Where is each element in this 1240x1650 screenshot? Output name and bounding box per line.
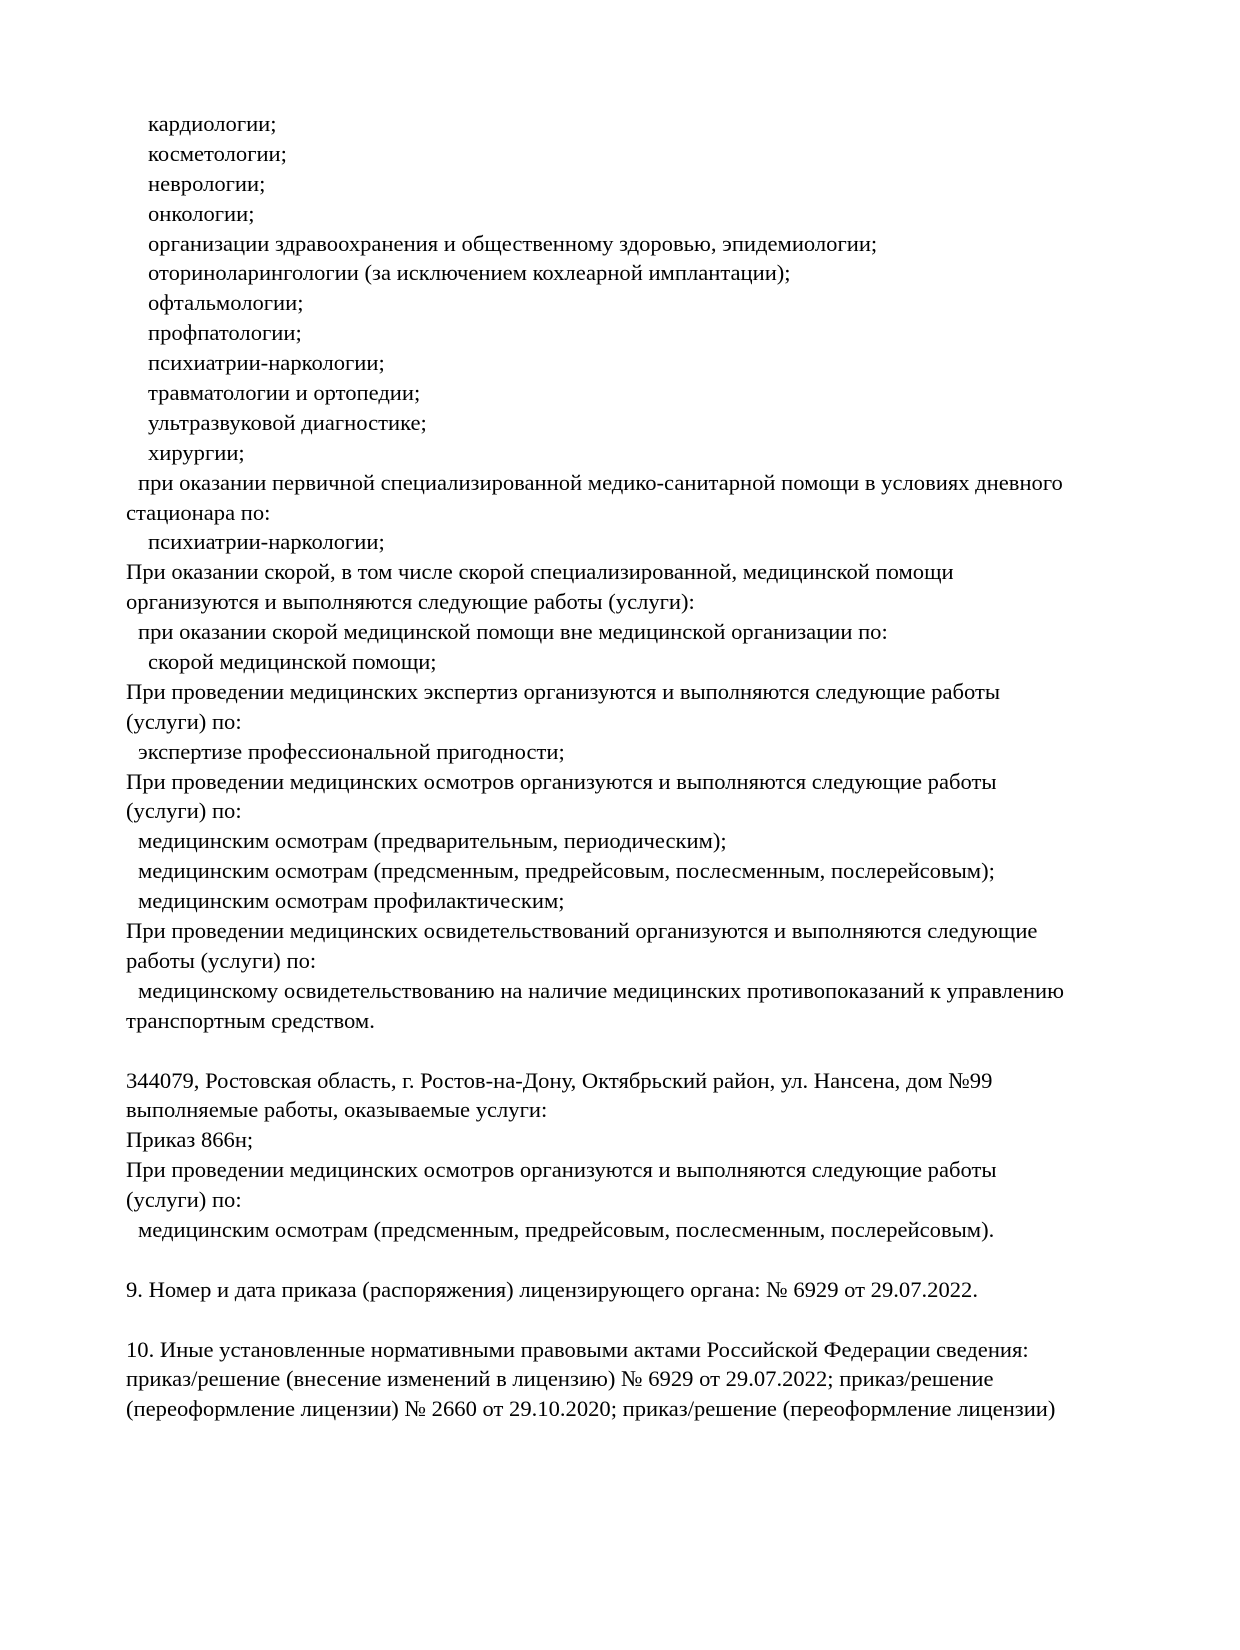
blank-line xyxy=(126,1245,1130,1275)
doc-line: хирургии; xyxy=(148,439,245,465)
doc-line: кардиологии; xyxy=(148,111,277,136)
doc-line: работы (услуги) по: xyxy=(126,947,317,973)
doc-line: выполняемые работы, оказываемые услуги: xyxy=(126,1097,548,1123)
doc-line: неврологии; xyxy=(148,170,266,196)
doc-line: психиатрии-наркологии; xyxy=(148,350,385,376)
doc-line: косметологии; xyxy=(148,140,287,166)
doc-line: приказ/решение (внесение изменений в лицензию) № 6929 от 29.07.2022; приказ/решение xyxy=(126,1366,994,1392)
blank-line xyxy=(126,1036,1130,1066)
doc-line: офтальмологии; xyxy=(148,290,304,316)
doc-line: При проведении медицинских экспертиз организуются и выполняются следующие работы xyxy=(126,678,1001,704)
doc-line: Приказ 866н; xyxy=(126,1127,254,1153)
doc-line: скорой медицинской помощи; xyxy=(148,649,437,675)
doc-line: стационара по: xyxy=(126,499,271,525)
doc-line: медицинским осмотрам (предсменным, предрейсовым, послесменным, послерейсовым). xyxy=(138,1216,995,1242)
doc-line: медицинскому освидетельствованию на наличие медицинских противопоказаний к управлению xyxy=(138,977,1065,1003)
doc-line: 10. Иные установленные нормативными правовыми актами Российской Федерации сведения: xyxy=(126,1336,1029,1362)
doc-line: онкологии; xyxy=(148,200,255,226)
doc-line: При проведении медицинских освидетельствований организуются и выполняются следующие xyxy=(126,918,1038,944)
doc-line: (переоформление лицензии) № 2660 от 29.10.2020; приказ/решение (переоформление лицензии) xyxy=(126,1396,1056,1422)
doc-line: организации здравоохранения и общественному здоровью, эпидемиологии; xyxy=(148,230,878,256)
doc-line: (услуги) по: xyxy=(126,708,242,734)
doc-line: медицинским осмотрам (предварительным, периодическим); xyxy=(138,828,727,854)
blank-line xyxy=(126,1305,1130,1335)
doc-line: ультразвуковой диагностике; xyxy=(148,409,427,435)
doc-line: (услуги) по: xyxy=(126,798,242,824)
doc-line: при оказании первичной специализированной медико-санитарной помощи в условиях дневного xyxy=(138,469,1063,495)
doc-line: (услуги) по: xyxy=(126,1187,242,1213)
doc-line: При проведении медицинских осмотров организуются и выполняются следующие работы xyxy=(126,768,997,794)
doc-line: профпатологии; xyxy=(148,320,302,346)
doc-line: при оказании скорой медицинской помощи вне медицинской организации по: xyxy=(138,619,888,645)
doc-line: При оказании скорой, в том числе скорой специализированной, медицинской помощи xyxy=(126,559,954,585)
doc-line: 344079, Ростовская область, г. Ростов-на-Дону, Октябрьский район, ул. Нансена, дом №99 xyxy=(126,1067,993,1093)
doc-line: При проведении медицинских осмотров организуются и выполняются следующие работы xyxy=(126,1157,997,1183)
doc-line: медицинским осмотрам профилактическим; xyxy=(138,888,565,914)
doc-line: психиатрии-наркологии; xyxy=(148,529,385,555)
doc-line: оториноларингологии (за исключением кохлеарной имплантации); xyxy=(148,260,791,286)
doc-line: организуются и выполняются следующие работы (услуги): xyxy=(126,589,695,615)
doc-line: травматологии и ортопедии; xyxy=(148,380,421,406)
doc-line: медицинским осмотрам (предсменным, предрейсовым, послесменным, послерейсовым); xyxy=(138,858,995,884)
doc-line: 9. Номер и дата приказа (распоряжения) лицензирующего органа: № 6929 от 29.07.2022. xyxy=(126,1276,978,1302)
doc-line: экспертизе профессиональной пригодности; xyxy=(138,738,565,764)
doc-line: транспортным средством. xyxy=(126,1007,375,1033)
